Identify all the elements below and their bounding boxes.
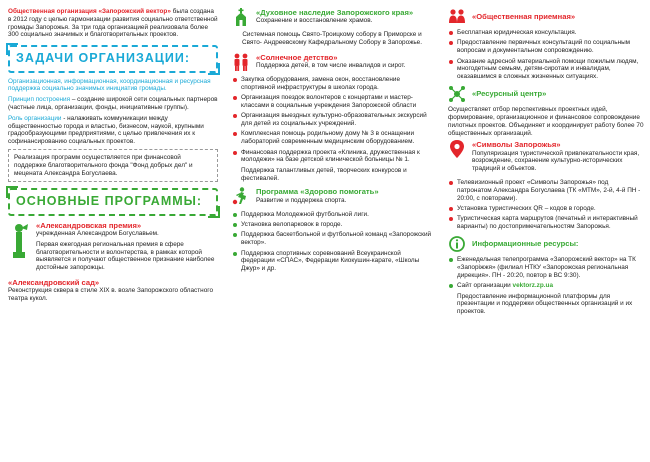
list-item: Оказание адресной материальной помощи пожилым людям, многодетным семьям, детям-сиротам и инвалидам, оказавшимся в сложных жизненных ситуациях. <box>448 58 644 81</box>
resource-section <box>448 85 644 103</box>
symbols-list <box>448 179 644 231</box>
childhood-sub: Поддержка детей, в том числе инвалидов и сирот. <box>256 61 406 69</box>
list-item: Поддержка баскетбольной и футбольной команд «Запорожский вектор». <box>232 231 432 247</box>
list-item: Финансовая поддержка проекта «Клиника, дружественная к молодежи» на базе детской клинической больницы № 1. <box>232 149 432 165</box>
prize-sub: учрежденная Александром Богуславьем. <box>36 229 159 237</box>
children-icon <box>232 53 250 71</box>
list-item: Предоставление первичных консультаций по социальным вопросам и документальном сопровождению. <box>448 39 644 55</box>
programs-heading: ОСНОВНЫЕ ПРОГРАММЫ: <box>8 188 218 215</box>
list-item: Организация выездных культурно-образовательных экскурсий для детей из социальных учреждений. <box>232 112 432 128</box>
heritage-text: Системная помощь Свято-Троицкому собору в Приморске и Свято- Андреевскому Кафедральному Собору в Запорожье. <box>241 31 423 46</box>
principle-text: – создание широкой сети социальных партнеров (частные лица, организации, фонды, инициативные группы). <box>8 96 218 111</box>
resource-text: Осуществляет отбор перспективных проектных идей, формирование, организационное и финансовое сопровождение пилотных проектов. Объединяет и координирует работу более 70 общественных организаций. <box>448 106 644 137</box>
list-item: Поддержка талантливых детей, творческих конкурсов и фестивалей. <box>241 166 407 182</box>
tasks-text: Организационная, информационная, координационная и ресурсная поддержка социально значимых инициатив громады. <box>8 77 211 93</box>
principle-paragraph <box>8 96 218 112</box>
resource-title: «Ресурсный центр» <box>472 89 547 99</box>
sport-title: Программа «Здорово помогать» <box>256 187 379 197</box>
column-right <box>448 0 644 462</box>
sport-list <box>232 211 432 273</box>
childhood-title: «Солнечное детство» <box>256 52 338 62</box>
site-link[interactable]: vektorz.zp.ua <box>512 282 554 290</box>
list-item: Установка туристических QR – кодов в городе. <box>448 205 644 213</box>
info-section <box>448 235 644 253</box>
garden-title: «Александровский сад» <box>8 278 100 287</box>
info-list <box>448 256 644 316</box>
intro-title: Общественная организация «Запорожский вектор» <box>8 8 171 15</box>
role-paragraph <box>8 115 218 146</box>
reception-section <box>448 8 644 26</box>
garden-text: Реконструкция сквера в стиле XIX в. возле Запорожского областного театра кукол. <box>8 287 214 303</box>
heritage-sub: Сохранение и восстановление храмов. <box>256 17 373 25</box>
symbols-section <box>448 140 644 176</box>
list-item: Закупка оборудования, замена окон, восстановление спортивной инфраструктуры в школах города. <box>232 76 432 92</box>
intro-paragraph <box>8 8 218 39</box>
list-item: Поддержка Молодежной футбольной лиги. <box>232 211 432 219</box>
role-label: Роль организации <box>8 114 62 122</box>
people-icon <box>448 8 466 26</box>
sport-section <box>232 187 432 207</box>
heritage-title: «Духовное наследие Запорожского края» <box>256 8 414 17</box>
reception-title: «Общественная приемная» <box>472 12 576 21</box>
prize-title: «Александровская премия» <box>36 220 142 230</box>
tasks-heading: ЗАДАЧИ ОРГАНИЗАЦИИ: <box>8 45 218 72</box>
symbols-sub: Популяризация туристической привлекательности края, возрождение, сохранение культурно-исторических традиций и объектов. <box>472 149 640 173</box>
list-item: Установка велопарковок в городе. <box>232 221 432 229</box>
prize-section <box>8 221 218 275</box>
realization-box <box>8 149 218 182</box>
symbols-title: «Символы Запорожья» <box>472 140 561 150</box>
list-item: Комплексная помощь родильному дому № 3 в оснащении лабораторий современным медицинским оборудованием. <box>232 130 432 146</box>
pin-icon <box>448 140 466 158</box>
childhood-list <box>232 76 432 183</box>
intro-text: была создана в 2012 году с целью гармонизации развития социально ответственной громады Запорожья. За три года организацией реализовала более 300 социально значимых и благотворительных проектов. <box>8 8 218 39</box>
realization-text: Реализация программ осуществляется при финансовой поддержке благотворительного фонда "Фонд добрых дел" и мецената Александра Богуслаева. <box>14 154 193 177</box>
monument-icon <box>8 221 30 261</box>
prize-text: Первая ежегодная региональная премия в сфере благотворительности и волонтерства, в рамках которой выявляется и получают общественное признание наиболее достойные запорожцы. <box>36 240 215 272</box>
church-icon <box>232 8 250 26</box>
sport-sub: Развитие и поддержка спорта. <box>256 196 347 204</box>
heritage-section <box>232 8 432 28</box>
list-item: Телевизионный проект «Символы Запорожья» под патронатом Александра Богуслаева (ТК «МТМ», 2-й, 4-й ПН - 20:00, с повторами). <box>448 179 644 202</box>
list-item: Бесплатная юридическая консультация. <box>448 29 644 37</box>
column-middle <box>232 0 432 462</box>
list-item: Туристическая карта маршрутов (печатный и интерактивный варианты) по достопримечательностям Запорожья. <box>448 215 644 231</box>
list-item: Организация поездок волонтеров с концертами и мастер-классами в социальные учреждения Запорожской области <box>232 94 432 110</box>
role-text: - налаживать коммуникации между общественностью города и властью, бизнесом, наукой, крупными градообразующими предприятиями, с целью привлечения их к софинансированию социальных проектов. <box>8 114 204 146</box>
runner-icon <box>232 187 250 205</box>
childhood-section <box>232 53 432 73</box>
list-item: Предоставление информационной платформы для презентации и поддержки общественных организаций и их проектов. <box>457 292 633 316</box>
principle-label: Принцип построения <box>8 96 71 104</box>
column-left <box>8 0 218 462</box>
list-item <box>448 282 644 290</box>
list-item: Еженедельная телепрограмма «Запорожский вектор» на ТК «Запоріжжя» (филиал НТКУ «Запорожская региональная дирекция». ПН - 20:20, повтор в ВС 9:30). <box>448 256 644 279</box>
info-icon <box>448 235 466 253</box>
list-item: Поддержка спортивных соревнований Всеукраинской федерации «СПАС», Федерации Киокушин-карате, «Школы Джур» и др. <box>232 250 432 273</box>
network-icon <box>448 85 466 103</box>
site-label: Сайт организации <box>457 282 513 290</box>
info-title: Информационные ресурсы: <box>472 239 579 249</box>
reception-list <box>448 29 644 81</box>
